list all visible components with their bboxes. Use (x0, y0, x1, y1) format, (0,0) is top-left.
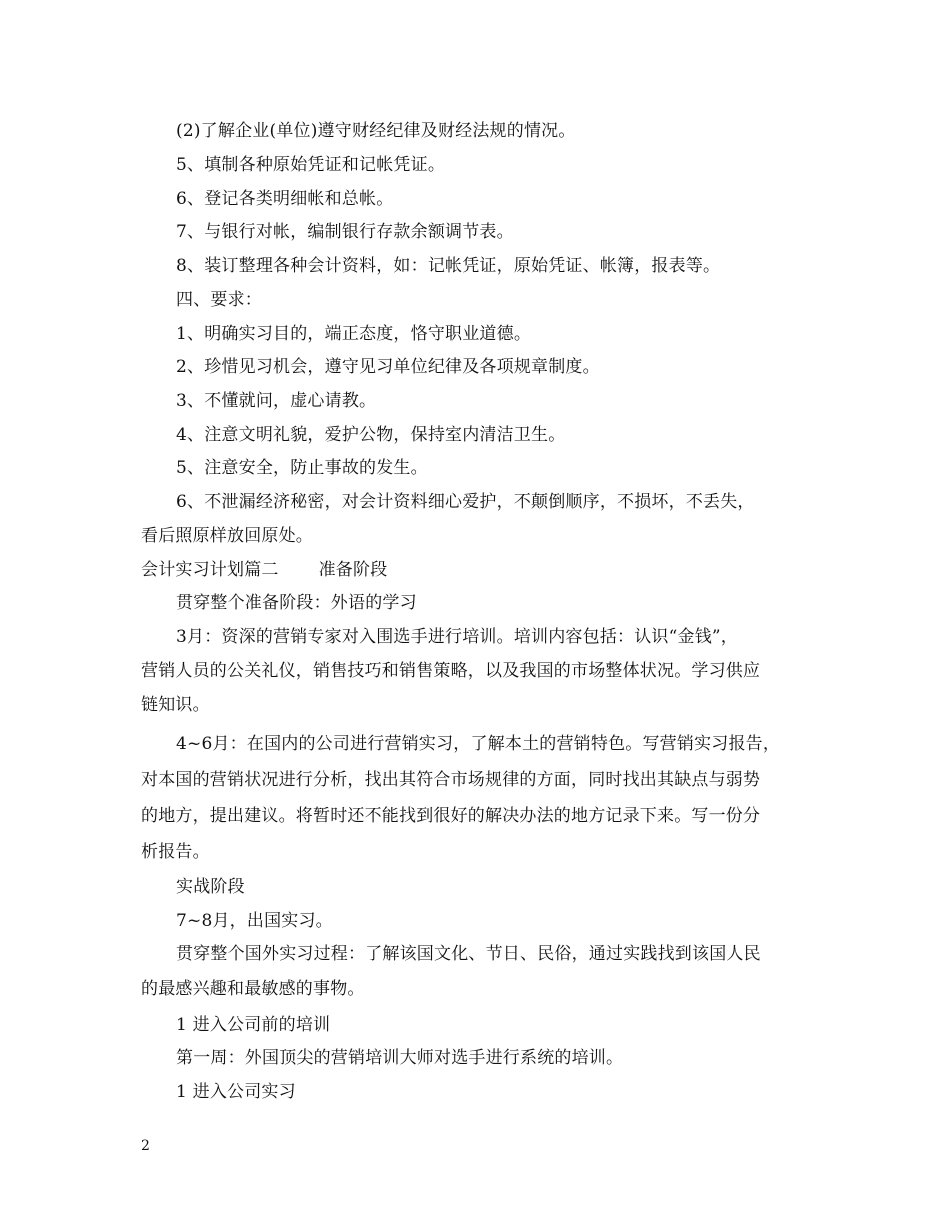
text-line: 6、不泄漏经济秘密，对会计资料细心爱护，不颠倒顺序，不损坏，不丢失， (176, 492, 755, 512)
text-line: 的最感兴趣和最敏感的事物。 (141, 979, 365, 999)
text-line: 贯穿整个国外实习过程：了解该国文化、节日、民俗，通过实践找到该国人民 (176, 944, 761, 964)
text-line: 6、登记各类明细帐和总帐。 (176, 189, 394, 209)
text-line: 看后照原样放回原处。 (141, 526, 313, 546)
text-line: 5、填制各种原始凭证和记帐凭证。 (176, 155, 446, 175)
text-line: 贯穿整个准备阶段：外语的学习 (176, 593, 417, 613)
text-line: 1 进入公司实习 (176, 1082, 296, 1102)
text-line: 链知识。 (141, 695, 210, 715)
stage-heading: 准备阶段 (318, 560, 388, 580)
text-line: 8、装订整理各种会计资料，如：记帐凭证，原始凭证、帐簿，报表等。 (176, 256, 721, 276)
section-title-line (141, 559, 831, 581)
section-heading: 四、要求： (176, 290, 262, 310)
text-line: 对本国的营销状况进行分析，找出其符合市场规律的方面，同时找出其缺点与弱势 (141, 770, 761, 790)
text-line: 7、与银行对帐，编制银行存款余额调节表。 (176, 222, 514, 242)
text-line: 析报告。 (141, 842, 210, 862)
text-line: 3月：资深的营销专家对入围选手进行培训。培训内容包括：认识“金钱”， (176, 627, 738, 647)
text-line: 第一周：外国顶尖的营销培训大师对选手进行系统的培训。 (176, 1048, 624, 1068)
text-line: 2、珍惜见习机会，遵守见习单位纪律及各项规章制度。 (176, 357, 600, 377)
page-number: 2 (141, 1138, 150, 1154)
text-line: 4、注意文明礼貌，爱护公物，保持室内清洁卫生。 (176, 425, 566, 445)
stage-heading: 实战阶段 (176, 877, 245, 897)
text-line: 营销人员的公关礼仪，销售技巧和销售策略，以及我国的市场整体状况。学习供应 (141, 661, 761, 681)
text-line: 4~6月：在国内的公司进行营销实习，了解本土的营销特色。写营销实习报告， (176, 734, 781, 754)
text-line: 的地方，提出建议。将暂时还不能找到很好的解决办法的地方记录下来。写一份分 (141, 806, 761, 826)
text-line: 1 进入公司前的培训 (176, 1015, 331, 1035)
text-line: 5、注意安全，防止事故的发生。 (176, 458, 428, 478)
text-line: 7~8月，出国实习。 (176, 911, 333, 931)
section-title: 会计实习计划篇二 (141, 560, 279, 580)
text-line: 3、不懂就问，虚心请教。 (176, 391, 377, 411)
text-line: 1、明确实习目的，端正态度，恪守职业道德。 (176, 324, 532, 344)
text-line: (2)了解企业(单位)遵守财经纪律及财经法规的情况。 (176, 121, 576, 141)
